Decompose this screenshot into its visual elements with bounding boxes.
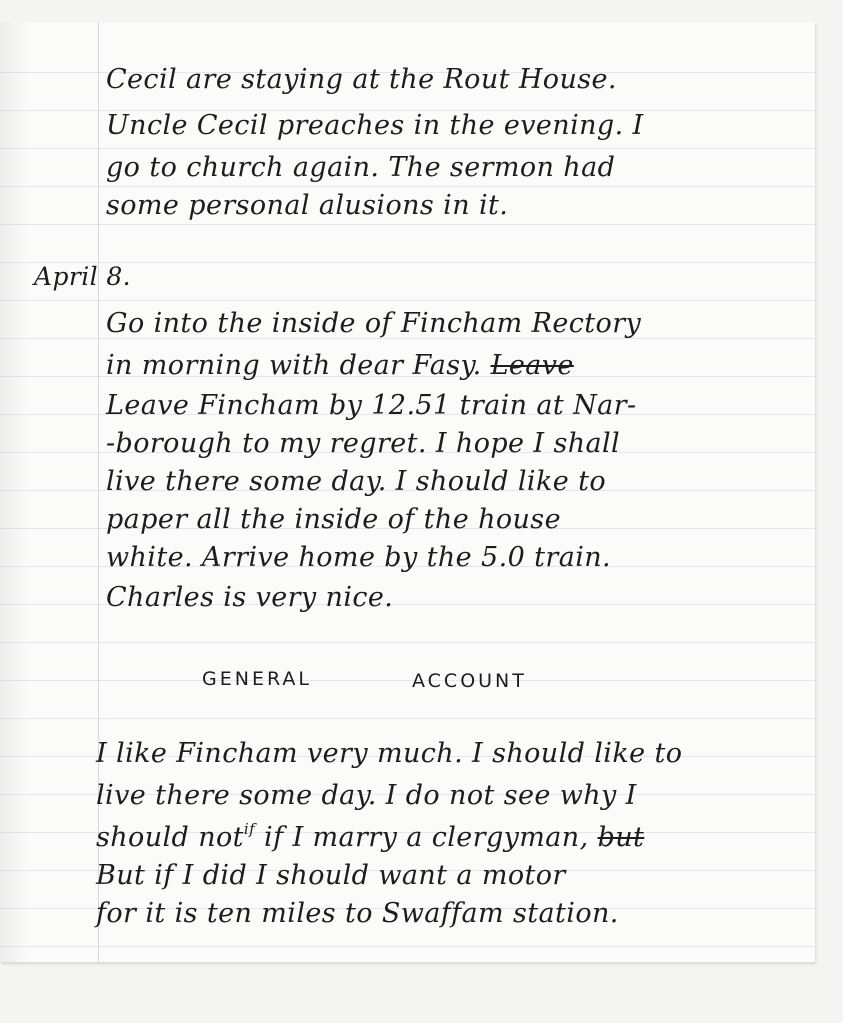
ruled-line — [0, 946, 815, 947]
account-line: But if I did I should want a motor — [96, 860, 566, 891]
entry-line: go to church again. The sermon had — [106, 152, 616, 183]
entry-line: Leave Fincham by 12.51 train at Nar- — [106, 390, 637, 421]
ruled-line — [0, 186, 815, 187]
entry-line: Uncle Cecil preaches in the evening. I — [106, 110, 644, 141]
entry-line: white. Arrive home by the 5.0 train. — [106, 542, 612, 573]
entry-line: Go into the inside of Fincham Rectory — [106, 308, 642, 339]
section-heading-general: GENERAL — [202, 668, 312, 690]
entry-text: in morning with dear Fasy. — [106, 350, 482, 381]
ruled-line — [0, 680, 815, 681]
account-line: live there some day. I do not see why I — [96, 780, 637, 811]
account-text: if I marry a clergyman, — [264, 822, 589, 853]
section-heading-account: ACCOUNT — [412, 670, 527, 692]
page-binding-shadow — [0, 22, 28, 962]
ruled-line — [0, 300, 815, 301]
account-line: for it is ten miles to Swaffam station. — [96, 898, 619, 929]
entry-line: Charles is very nice. — [106, 582, 394, 613]
struck-word: but — [597, 822, 645, 853]
entry-line: paper all the inside of the house — [106, 504, 561, 535]
entry-date: April 8. — [34, 262, 131, 291]
entry-line: live there some day. I should like to — [106, 466, 606, 497]
entry-line: some personal alusions in it. — [106, 190, 509, 221]
struck-word: Leave — [490, 350, 574, 381]
entry-line — [106, 350, 574, 381]
entry-line: Cecil are staying at the Rout House. — [106, 64, 617, 95]
account-line: I like Fincham very much. I should like to — [96, 738, 683, 769]
ruled-line — [0, 224, 815, 225]
account-text: should not — [96, 822, 244, 853]
account-line — [96, 820, 644, 853]
entry-line: -borough to my regret. I hope I shall — [106, 428, 621, 459]
inserted-word: if — [243, 820, 256, 838]
ruled-line — [0, 718, 815, 719]
ruled-line — [0, 148, 815, 149]
ruled-line — [0, 642, 815, 643]
